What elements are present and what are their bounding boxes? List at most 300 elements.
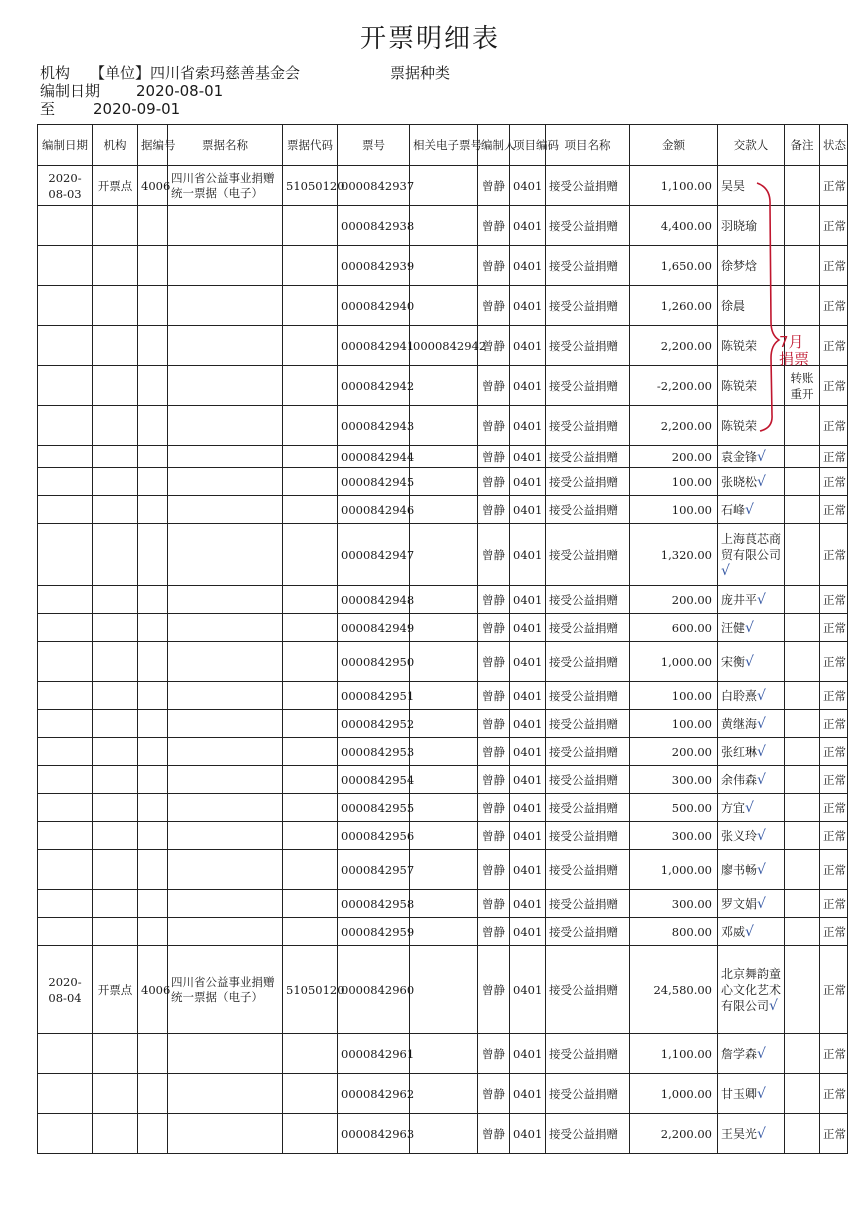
cell-ticket-name [168, 738, 283, 766]
cell-number [338, 822, 415, 850]
cell-ticket-code [283, 918, 338, 946]
cell-text: 100.00 [671, 688, 712, 703]
cell-maker [478, 710, 510, 738]
cell-date [38, 406, 93, 446]
cell-ticket-code [283, 1114, 338, 1154]
cell-code-no [138, 766, 168, 794]
cell-amount [630, 850, 718, 890]
cell-number [338, 524, 415, 586]
cell-text: 正常 [823, 1126, 846, 1141]
cell-org [93, 586, 138, 614]
cell-remark [785, 366, 820, 406]
cell-status [820, 890, 848, 918]
cell-proj-code [510, 586, 546, 614]
table-row [38, 738, 848, 766]
cell-text: 北京舞韵童心文化艺术有限公司 [721, 966, 782, 1013]
cell-text: 开票点 [97, 178, 133, 193]
invoice-detail-table [37, 124, 848, 1154]
cell-text: 2,200.00 [660, 418, 712, 433]
cell-remark [785, 286, 820, 326]
cell-status [820, 822, 848, 850]
cell-ticket-code [283, 822, 338, 850]
cell-date [38, 446, 93, 468]
check-mark-icon: √ [757, 473, 766, 490]
cell-text: 0401 [513, 982, 543, 997]
cell-text: 0401 [513, 1126, 543, 1141]
cell-text: 4006 [141, 178, 171, 193]
table-row [38, 614, 848, 642]
cell-text: 0000842941 [341, 338, 415, 353]
column-header: 据编号 [138, 125, 168, 166]
cell-amount [630, 496, 718, 524]
cell-code-no [138, 822, 168, 850]
cell-remark [785, 246, 820, 286]
column-header: 票据代码 [283, 125, 338, 166]
cell-text: 800.00 [671, 924, 712, 939]
cell-payer [718, 496, 785, 524]
cell-text: 0000842961 [341, 1046, 415, 1061]
cell-text: 曾静 [482, 1086, 505, 1101]
cell-text: 正常 [823, 716, 846, 731]
cell-payer [718, 326, 785, 366]
cell-payer [718, 446, 785, 468]
cell-related [410, 246, 478, 286]
org-value: 【单位】四川省索玛慈善基金会 [90, 64, 301, 82]
cell-text: 0401 [513, 547, 543, 562]
cell-code-no [138, 586, 168, 614]
table-row [38, 1034, 848, 1074]
to-label: 至 [40, 100, 56, 118]
cell-text: 正常 [823, 862, 846, 877]
check-mark-icon: √ [757, 861, 766, 878]
cell-text: 石峰 [721, 502, 746, 517]
cell-related [410, 1034, 478, 1074]
cell-proj-code [510, 1074, 546, 1114]
cell-text: 51050120 [286, 178, 345, 193]
cell-text: 接受公益捐赠 [549, 178, 618, 193]
cell-org [93, 890, 138, 918]
cell-remark [785, 738, 820, 766]
cell-text: 张义玲 [721, 828, 758, 843]
check-mark-icon: √ [757, 743, 766, 760]
cell-remark [785, 1114, 820, 1154]
cell-text: 正常 [823, 924, 846, 939]
cell-status [820, 642, 848, 682]
cell-status [820, 366, 848, 406]
cell-text: 接受公益捐赠 [549, 896, 618, 911]
cell-text: 1,320.00 [660, 547, 712, 562]
cell-org [93, 1034, 138, 1074]
cell-proj-code [510, 206, 546, 246]
cell-number [338, 166, 415, 206]
cell-text: 0401 [513, 298, 543, 313]
cell-ticket-code [283, 710, 338, 738]
cell-payer [718, 246, 785, 286]
cell-date [38, 738, 93, 766]
cell-remark [785, 890, 820, 918]
cell-amount [630, 586, 718, 614]
cell-ticket-name [168, 166, 283, 206]
cell-date [38, 1074, 93, 1114]
cell-status [820, 586, 848, 614]
cell-amount [630, 1074, 718, 1114]
cell-maker [478, 446, 510, 468]
cell-ticket-name [168, 366, 283, 406]
cell-status [820, 524, 848, 586]
cell-text: 接受公益捐赠 [549, 502, 618, 517]
cell-text: 接受公益捐赠 [549, 688, 618, 703]
cell-proj-name [546, 794, 630, 822]
column-header: 项目编码 [510, 125, 546, 166]
cell-text: 300.00 [671, 828, 712, 843]
cell-text: 0401 [513, 1046, 543, 1061]
cell-date [38, 890, 93, 918]
cell-text: 1,260.00 [660, 298, 712, 313]
cell-proj-name [546, 586, 630, 614]
cell-related [410, 446, 478, 468]
cell-remark [785, 614, 820, 642]
cell-code-no [138, 406, 168, 446]
cell-payer [718, 682, 785, 710]
cell-text: 0000842949 [341, 620, 415, 635]
cell-payer [718, 710, 785, 738]
cell-text: 0401 [513, 716, 543, 731]
cell-proj-code [510, 850, 546, 890]
cell-remark [785, 766, 820, 794]
cell-remark [785, 642, 820, 682]
cell-payer [718, 946, 785, 1034]
cell-ticket-name [168, 446, 283, 468]
cell-status [820, 468, 848, 496]
cell-text: 曾静 [482, 688, 505, 703]
cell-date [38, 794, 93, 822]
cell-maker [478, 406, 510, 446]
date-to: 2020-09-01 [93, 100, 181, 118]
cell-ticket-name [168, 822, 283, 850]
cell-text: 转账重开 [790, 370, 814, 401]
cell-remark [785, 468, 820, 496]
cell-code-no [138, 524, 168, 586]
cell-payer [718, 850, 785, 890]
cell-text: 正常 [823, 592, 846, 607]
cell-maker [478, 586, 510, 614]
cell-text: 正常 [823, 547, 846, 562]
cell-text: 正常 [823, 828, 846, 843]
cell-payer [718, 918, 785, 946]
cell-maker [478, 524, 510, 586]
cell-date [38, 710, 93, 738]
cell-text: 四川省公益事业捐赠统一票据（电子） [171, 974, 275, 1004]
org-label: 机构 [40, 64, 71, 82]
cell-maker [478, 468, 510, 496]
cell-code-no [138, 946, 171, 1034]
cell-text: 曾静 [482, 772, 505, 787]
cell-text: 300.00 [671, 772, 712, 787]
check-mark-icon: √ [745, 923, 754, 940]
cell-text: 黄继海 [721, 716, 758, 731]
cell-code-no [138, 1034, 168, 1074]
cell-org [93, 166, 138, 206]
cell-text: 接受公益捐赠 [549, 418, 618, 433]
cell-date [38, 206, 93, 246]
cell-code-no [138, 850, 168, 890]
cell-org [93, 918, 138, 946]
cell-status [820, 326, 848, 366]
cell-proj-code [510, 738, 546, 766]
cell-text: 接受公益捐赠 [549, 1086, 618, 1101]
cell-code-no [138, 366, 168, 406]
cell-proj-name [546, 206, 630, 246]
cell-maker [478, 766, 510, 794]
cell-proj-name [546, 496, 630, 524]
cell-maker [478, 850, 510, 890]
table-row [38, 496, 848, 524]
cell-number [338, 682, 415, 710]
cell-proj-name [546, 286, 630, 326]
cell-status [820, 682, 848, 710]
cell-text: 白聆熹 [721, 688, 758, 703]
cell-text: 曾静 [482, 654, 505, 669]
cell-text: 曾静 [482, 218, 505, 233]
cell-number [338, 1034, 415, 1074]
cell-ticket-code [283, 738, 338, 766]
cell-proj-code [510, 446, 546, 468]
cell-org [93, 446, 138, 468]
cell-text: 24,580.00 [653, 982, 712, 997]
check-mark-icon: √ [757, 715, 766, 732]
cell-text: 曾静 [482, 298, 505, 313]
cell-status [820, 166, 848, 206]
cell-text: 正常 [823, 982, 846, 997]
cell-text: 徐晨 [721, 298, 746, 313]
cell-maker [478, 1074, 510, 1114]
cell-status [820, 738, 848, 766]
table-row [38, 166, 848, 206]
cell-proj-code [510, 614, 546, 642]
table-row [38, 682, 848, 710]
table-row [38, 794, 848, 822]
cell-status [820, 1034, 848, 1074]
cell-text: 接受公益捐赠 [549, 744, 618, 759]
cell-code-no [138, 496, 168, 524]
cell-ticket-name [168, 326, 283, 366]
cell-code-no [138, 446, 168, 468]
cell-ticket-code [283, 682, 338, 710]
cell-code-no [138, 326, 168, 366]
cell-amount [630, 710, 718, 738]
cell-proj-name [546, 326, 630, 366]
cell-amount [630, 890, 718, 918]
cell-text: 正常 [823, 502, 846, 517]
cell-status [820, 946, 848, 1034]
cell-remark [785, 946, 820, 1034]
cell-text: -2,200.00 [656, 378, 712, 393]
cell-ticket-code [283, 946, 345, 1034]
cell-status [820, 710, 848, 738]
column-header: 编制人 [478, 125, 510, 166]
check-mark-icon: √ [721, 562, 730, 579]
cell-code-no [138, 614, 168, 642]
cell-remark [785, 496, 820, 524]
cell-maker [478, 286, 510, 326]
column-header: 机构 [93, 125, 138, 166]
cell-text: 1,650.00 [660, 258, 712, 273]
cell-remark [785, 166, 820, 206]
cell-number [338, 794, 415, 822]
cell-text: 开票点 [97, 982, 133, 997]
cell-payer [718, 642, 785, 682]
cell-date [38, 682, 93, 710]
cell-related [410, 738, 478, 766]
column-header: 金额 [630, 125, 718, 166]
cell-amount [630, 794, 718, 822]
cell-text: 0401 [513, 924, 543, 939]
cell-text: 0401 [513, 744, 543, 759]
cell-text: 吴昊 [721, 178, 746, 193]
cell-amount [630, 822, 718, 850]
cell-ticket-code [283, 166, 345, 206]
cell-amount [630, 246, 718, 286]
cell-status [820, 850, 848, 890]
cell-text: 陈锐荣 [721, 378, 758, 393]
cell-text: 0000842962 [341, 1086, 415, 1101]
cell-text: 0000842951 [341, 688, 415, 703]
cell-text: 正常 [823, 1046, 846, 1061]
cell-text: 100.00 [671, 716, 712, 731]
cell-remark [785, 794, 820, 822]
cell-org [93, 496, 138, 524]
cell-proj-code [510, 890, 546, 918]
cell-text: 0000842939 [341, 258, 415, 273]
cell-related [410, 918, 478, 946]
cell-text: 汪健 [721, 620, 746, 635]
cell-text: 正常 [823, 218, 846, 233]
cell-code-no [138, 890, 168, 918]
cell-text: 接受公益捐赠 [549, 772, 618, 787]
cell-text: 正常 [823, 378, 846, 393]
cell-maker [478, 614, 510, 642]
cell-text: 4,400.00 [660, 218, 712, 233]
cell-text: 0401 [513, 378, 543, 393]
cell-amount [630, 366, 718, 406]
cell-text: 接受公益捐赠 [549, 338, 618, 353]
cell-text: 接受公益捐赠 [549, 924, 618, 939]
cell-text: 曾静 [482, 744, 505, 759]
cell-ticket-name [168, 918, 283, 946]
cell-text: 0401 [513, 449, 543, 464]
cell-code-no [138, 738, 168, 766]
cell-payer [718, 206, 785, 246]
cell-proj-code [510, 1034, 546, 1074]
cell-text: 600.00 [671, 620, 712, 635]
cell-related [410, 794, 478, 822]
cell-amount [630, 326, 718, 366]
cell-code-no [138, 1074, 168, 1114]
cell-proj-name [546, 890, 630, 918]
cell-payer [718, 166, 785, 206]
cell-ticket-name [168, 1034, 283, 1074]
cell-amount [630, 614, 718, 642]
cell-ticket-code [283, 890, 338, 918]
cell-number [338, 366, 415, 406]
cell-related [410, 822, 478, 850]
cell-date [38, 1114, 93, 1154]
table-row [38, 366, 848, 406]
cell-text: 1,000.00 [660, 654, 712, 669]
cell-amount [630, 642, 718, 682]
table-row [38, 850, 848, 890]
cell-text: 方宜 [721, 800, 746, 815]
cell-text: 0000842955 [341, 800, 415, 815]
cell-text: 曾静 [482, 620, 505, 635]
cell-status [820, 1074, 848, 1114]
cell-text: 0000842948 [341, 592, 415, 607]
cell-ticket-code [283, 496, 338, 524]
cell-org [93, 822, 138, 850]
cell-text: 接受公益捐赠 [549, 800, 618, 815]
cell-org [93, 946, 138, 1034]
cell-code-no [138, 206, 168, 246]
cell-text: 0401 [513, 896, 543, 911]
check-mark-icon: √ [757, 1125, 766, 1142]
cell-proj-code [510, 642, 546, 682]
cell-payer [718, 822, 785, 850]
cell-maker [478, 682, 510, 710]
cell-text: 曾静 [482, 828, 505, 843]
cell-text: 0000842944 [341, 449, 415, 464]
cell-text: 0000842945 [341, 474, 415, 489]
cell-text: 曾静 [482, 924, 505, 939]
cell-text: 上海茛芯商贸有限公司 [721, 531, 782, 562]
cell-text: 接受公益捐赠 [549, 258, 618, 273]
cell-maker [478, 918, 510, 946]
cell-remark [785, 206, 820, 246]
cell-text: 接受公益捐赠 [549, 620, 618, 635]
cell-maker [478, 822, 510, 850]
cell-amount [630, 1034, 718, 1074]
cell-org [93, 524, 138, 586]
cell-ticket-code [283, 586, 338, 614]
cell-code-no [138, 468, 168, 496]
table-row [38, 468, 848, 496]
cell-text: 正常 [823, 449, 846, 464]
cell-ticket-code [283, 206, 338, 246]
cell-proj-name [546, 946, 630, 1034]
cell-amount [630, 166, 718, 206]
cell-proj-name [546, 682, 630, 710]
check-mark-icon: √ [769, 997, 778, 1014]
cell-text: 张晓松 [721, 474, 758, 489]
cell-remark [785, 406, 820, 446]
cell-ticket-name [168, 642, 283, 682]
cell-number [338, 1114, 415, 1154]
table-row [38, 206, 848, 246]
cell-text: 接受公益捐赠 [549, 378, 618, 393]
cell-text: 四川省公益事业捐赠统一票据（电子） [171, 170, 275, 200]
cell-text: 正常 [823, 1086, 846, 1101]
cell-ticket-code [283, 1074, 338, 1114]
cell-text: 0000842963 [341, 1126, 415, 1141]
cell-ticket-code [283, 366, 338, 406]
table-row [38, 822, 848, 850]
cell-date [38, 850, 93, 890]
cell-remark [785, 1034, 820, 1074]
cell-ticket-name [168, 496, 283, 524]
cell-text: 正常 [823, 298, 846, 313]
cell-proj-name [546, 822, 630, 850]
cell-org [93, 468, 138, 496]
cell-date [38, 366, 93, 406]
